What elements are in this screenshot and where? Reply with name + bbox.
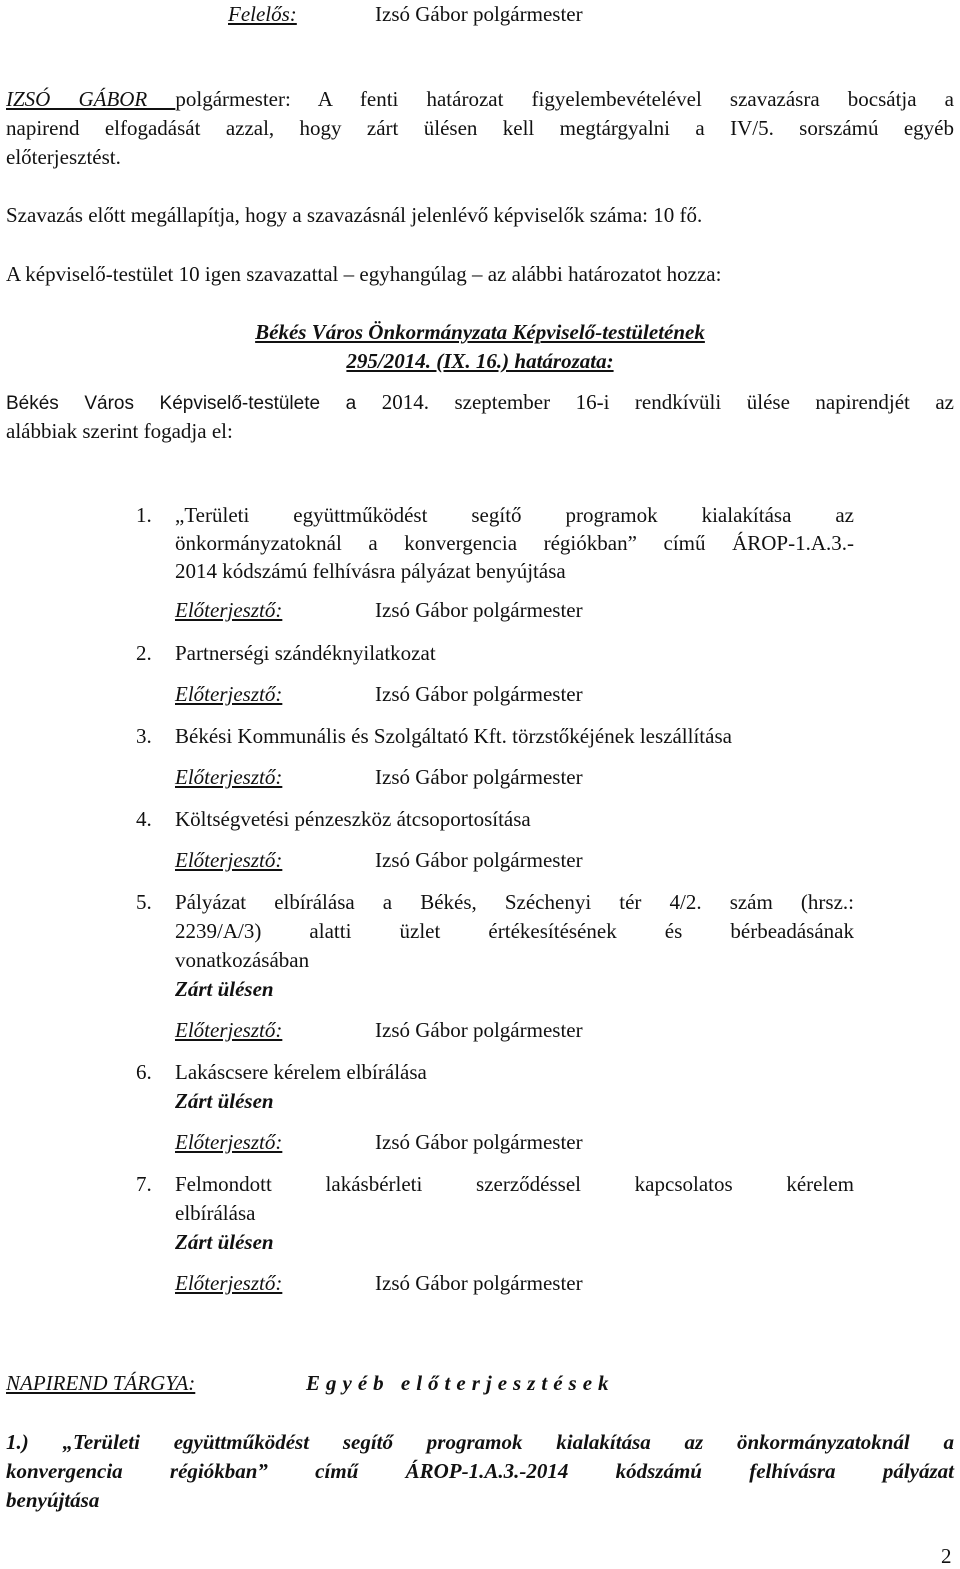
closed-session-note: Zárt ülésen bbox=[175, 1230, 274, 1254]
topic-label: NAPIREND TÁRGYA: bbox=[6, 1371, 196, 1395]
presenter-value: Izsó Gábor polgármester bbox=[375, 765, 583, 789]
agenda-item-text: elbírálása bbox=[175, 1201, 256, 1225]
presenter-label: Előterjesztő: bbox=[175, 1271, 283, 1295]
intro-line-2: napirend elfogadását azzal, hogy zárt ülésen kell megtárgyalni a IV/5. sorszámú egyéb bbox=[6, 116, 954, 140]
resolution-body-2: alábbiak szerint fogadja el: bbox=[6, 419, 233, 443]
agenda-item-number: 4. bbox=[136, 807, 152, 831]
section-heading-2: konvergencia régiókban” című ÁROP-1.A.3.-2014 kódszámú felhívásra pályázat bbox=[6, 1459, 954, 1483]
presenter-value: Izsó Gábor polgármester bbox=[375, 682, 583, 706]
speaker-name: IZSÓ GÁBOR bbox=[6, 87, 176, 111]
vote-result: A képviselő-testület 10 igen szavazattal – egyhangúlag – az alábbi határozatot hozza: bbox=[6, 262, 722, 286]
agenda-item-number: 6. bbox=[136, 1060, 152, 1084]
agenda-item-number: 2. bbox=[136, 641, 152, 665]
resolution-title-1: Békés Város Önkormányzata Képviselő-testületének bbox=[255, 320, 705, 344]
agenda-item-text: önkormányzatoknál a konvergencia régiókban” című ÁROP-1.A.3.- bbox=[175, 531, 854, 555]
responsible-value: Izsó Gábor polgármester bbox=[375, 2, 583, 26]
agenda-item-number: 7. bbox=[136, 1172, 152, 1196]
page-number: 2 bbox=[941, 1544, 952, 1568]
resolution-title-2: 295/2014. (IX. 16.) határozata: bbox=[346, 349, 614, 373]
presenter-label: Előterjesztő: bbox=[175, 1018, 283, 1042]
responsible-label: Felelős: bbox=[228, 2, 297, 26]
presenter-value: Izsó Gábor polgármester bbox=[375, 1271, 583, 1295]
presenter-value: Izsó Gábor polgármester bbox=[375, 1018, 583, 1042]
agenda-item-number: 1. bbox=[136, 503, 152, 527]
agenda-item-text: vonatkozásában bbox=[175, 948, 310, 972]
presenter-label: Előterjesztő: bbox=[175, 682, 283, 706]
agenda-item-text: 2239/A/3) alatti üzlet értékesítésének és bérbeadásának bbox=[175, 919, 854, 943]
agenda-item-text: Békési Kommunális és Szolgáltató Kft. törzstőkéjének leszállítása bbox=[175, 724, 732, 748]
presenter-value: Izsó Gábor polgármester bbox=[375, 1130, 583, 1154]
topic-value: Egyéb előterjesztések bbox=[306, 1371, 615, 1395]
agenda-item-text: Partnerségi szándéknyilatkozat bbox=[175, 641, 436, 665]
section-heading-3: benyújtása bbox=[6, 1488, 100, 1512]
presenter-label: Előterjesztő: bbox=[175, 848, 283, 872]
agenda-item-text: Felmondott lakásbérleti szerződéssel kapcsolatos kérelem bbox=[175, 1172, 854, 1196]
resolution-body-1: Békés Város Képviselő-testülete a 2014. szeptember 16-i rendkívüli ülése napirendjét az bbox=[6, 390, 955, 414]
intro-line-3: előterjesztést. bbox=[6, 145, 121, 169]
presenter-value: Izsó Gábor polgármester bbox=[375, 598, 583, 622]
agenda-item-text: Lakáscsere kérelem elbírálása bbox=[175, 1060, 427, 1084]
closed-session-note: Zárt ülésen bbox=[175, 977, 274, 1001]
section-heading-1: 1.) „Területi együttműködést segítő programok kialakítása az önkormányzatoknál a bbox=[6, 1430, 954, 1454]
intro-line-1: IZSÓ GÁBOR polgármester: A fenti határozat figyelembevételével szavazásra bocsátja a bbox=[6, 87, 954, 111]
agenda-item-number: 3. bbox=[136, 724, 152, 748]
presenter-label: Előterjesztő: bbox=[175, 1130, 283, 1154]
agenda-item-text: Pályázat elbírálása a Békés, Széchenyi tér 4/2. szám (hrsz.: bbox=[175, 890, 854, 914]
presenter-label: Előterjesztő: bbox=[175, 598, 283, 622]
agenda-item-text: Költségvetési pénzeszköz átcsoportosítása bbox=[175, 807, 531, 831]
agenda-item-text: „Területi együttműködést segítő programok kialakítása az bbox=[175, 503, 854, 527]
closed-session-note: Zárt ülésen bbox=[175, 1089, 274, 1113]
presenter-label: Előterjesztő: bbox=[175, 765, 283, 789]
agenda-item-text: 2014 kódszámú felhívásra pályázat benyújtása bbox=[175, 559, 566, 583]
agenda-item-number: 5. bbox=[136, 890, 152, 914]
presenter-value: Izsó Gábor polgármester bbox=[375, 848, 583, 872]
vote-count: Szavazás előtt megállapítja, hogy a szavazásnál jelenlévő képviselők száma: 10 fő. bbox=[6, 203, 703, 227]
